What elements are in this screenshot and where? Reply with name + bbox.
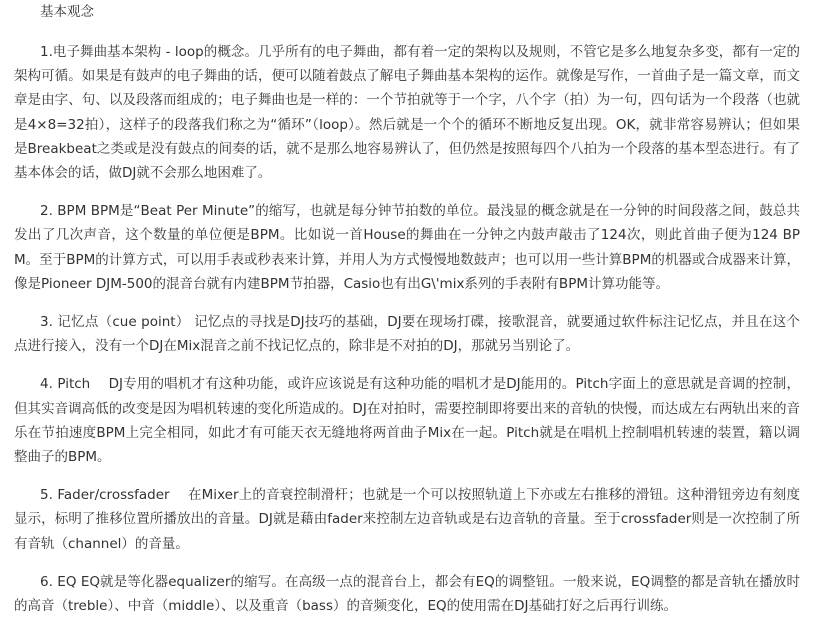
paragraph-bpm: 2. BPM BPM是“Beat Per Minute”的缩写，也就是每分钟节拍数的单位。最浅显的概念就是在一分钟的时间段落之间，鼓总共发出了几次声音，这个数量的单位便是BPM。比如说一首House的舞曲在一分钟之内鼓声敲击了124次，则此首曲子便为124 BPM。至于BPM的计算方式，可以用手表或秒表来计算，并用人为方式慢慢地数鼓声；也可以用一些计算BPM的机器或合成器来计算，像是Pioneer DJM-500的混音台就有内建BPM节拍器，Casio也有出G\'mix系列的手表附有BPM计算功能等。 (14, 203, 800, 292)
paragraph-loop: 1.电子舞曲基本架构 - loop的概念。几乎所有的电子舞曲，都有着一定的架构以及规则，不管它是多么地复杂多变，都有一定的架构可循。如果是有鼓声的电子舞曲的话，便可以随着鼓点了解电子舞曲基本架构的运作。就像是写作，一首曲子是一篇文章，而文章是由字、句、以及段落而组成的；电子舞曲也是一样的：一个节拍就等于一个字，八个字（拍）为一句，四句话为一个段落（也就是4×8=32拍），这样子的段落我们称之为“循环”（loop）。然后就是一个个的循环不断地反复出现。OK，就非常容易辨认；但如果是Breakbeat之类或是没有鼓点的间奏的话，就不是那么地容易辨认了，但仍然是按照每四个八拍为一个段落的基本型态进行。有了基本体会的话，做DJ就不会那么地困难了。 (14, 44, 800, 182)
paragraph-fader: 5. Fader/crossfader 在Mixer上的音衰控制滑杆；也就是一个可以按照轨道上下亦或左右推移的滑钮。这种滑钮旁边有刻度显示，标明了推移位置所播放出的音量。DJ就是藉由fader来控制左边音轨或是右边音轨的音量。至于crossfader则是一次控制了所有音轨（channel）的音量。 (14, 487, 800, 552)
paragraph-pitch: 4. Pitch DJ专用的唱机才有这种功能，或许应该说是有这种功能的唱机才是DJ能用的。Pitch字面上的意思就是音调的控制，但其实音调高低的改变是因为唱机转速的变化所造成的。DJ在对拍时，需要控制即将要出来的音轨的快慢，而达成左右两轨出来的音乐在节拍速度BPM上完全相同，如此才有可能天衣无缝地将两首曲子Mix在一起。Pitch就是在唱机上控制唱机转速的装置，籍以调整曲子的BPM。 (14, 376, 800, 466)
paragraph-cue-point: 3. 记忆点（cue point） 记忆点的寻找是DJ技巧的基础，DJ要在现场打碟，接歌混音，就要通过软件标注记忆点，并且在这个点进行接入，没有一个DJ在Mix混音之前不找记忆点的，除非是不对拍的DJ，那就另当别论了。 (14, 314, 800, 355)
paragraph-eq: 6. EQ EQ就是等化器equalizer的缩写。在高级一点的混音台上，都会有EQ的调整钮。一般来说，EQ调整的都是音轨在播放时的高音（treble）、中音（middle）、以及重音（bass）的音频变化，EQ的使用需在DJ基础打好之后再行训练。 (14, 573, 800, 615)
article-heading: 基本观念 (40, 4, 94, 20)
